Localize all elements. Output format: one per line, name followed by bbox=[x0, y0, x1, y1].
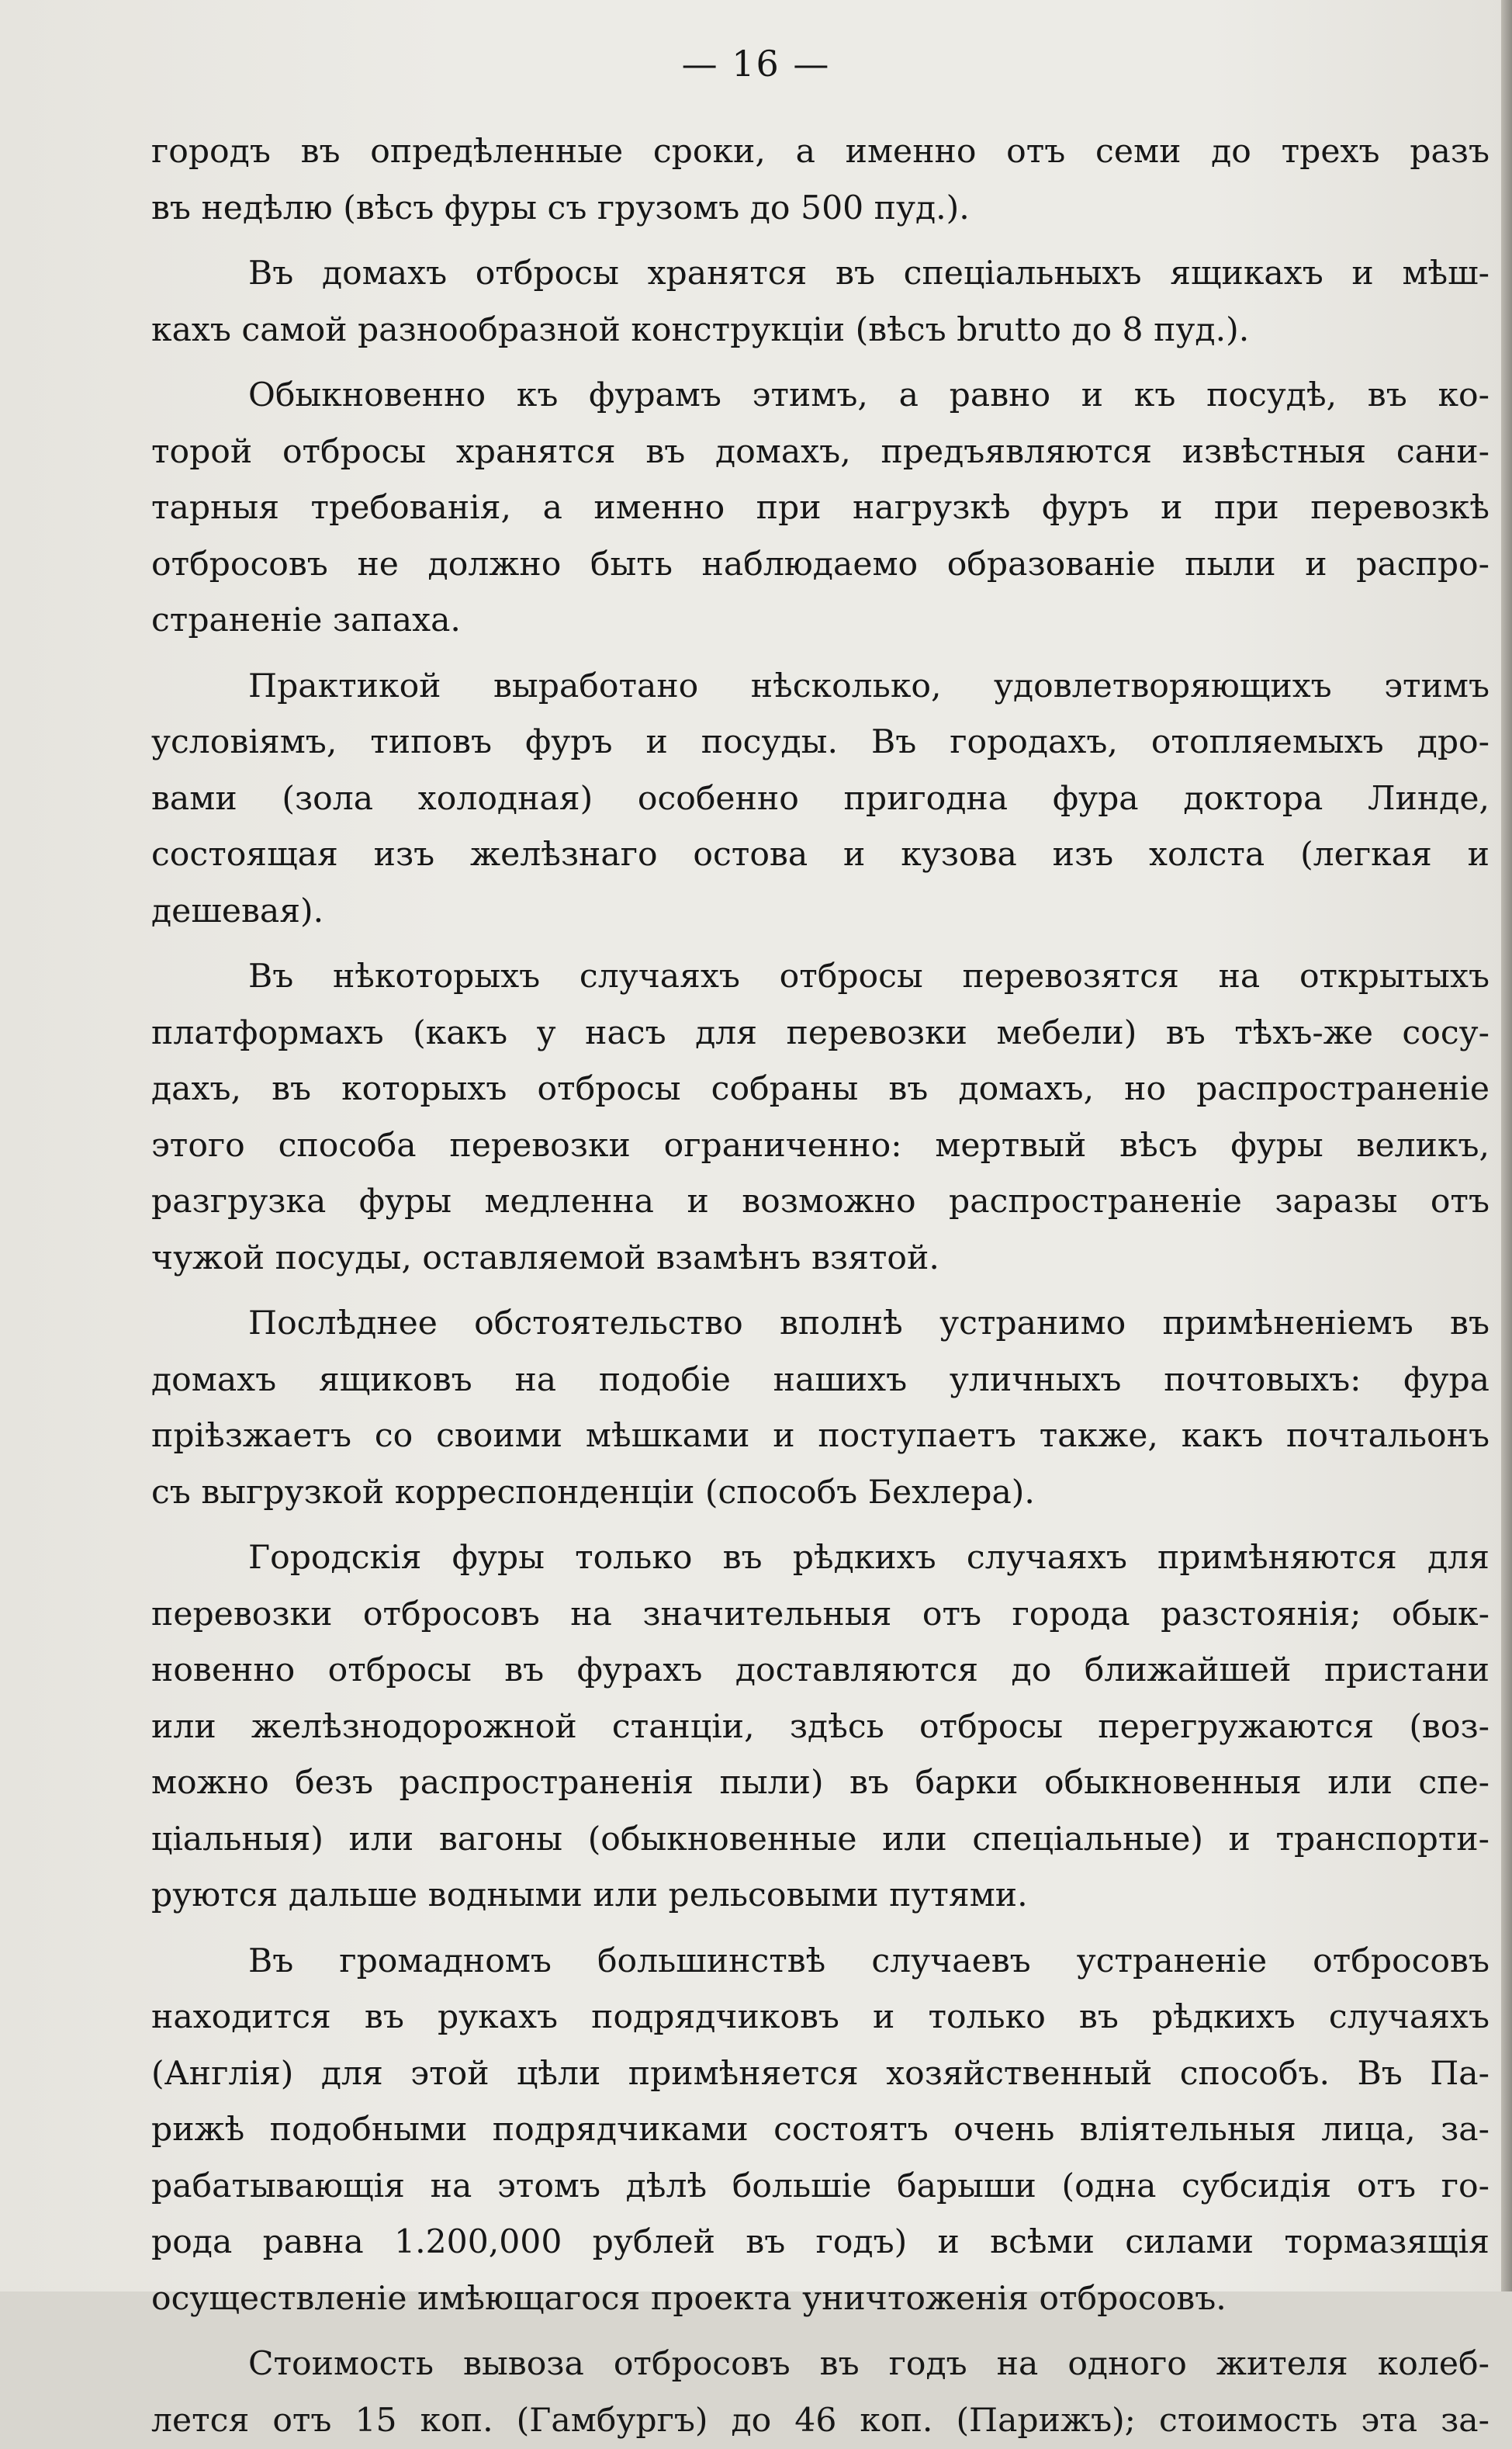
text-line: дешевая). bbox=[151, 884, 1490, 940]
paragraph-gap bbox=[151, 1521, 1490, 1530]
paragraph bbox=[151, 2336, 1490, 2449]
text-line: Обыкновенно къ фурамъ этимъ, а равно и къ посудѣ, въ ко- bbox=[151, 368, 1490, 424]
text-line: осуществленіе имѣющагося проекта уничтоженія отбросовъ. bbox=[151, 2271, 1490, 2328]
paragraph bbox=[151, 659, 1490, 940]
text-line: или желѣзнодорожной станціи, здѣсь отбросы перегружаются (воз- bbox=[151, 1699, 1490, 1756]
paragraph bbox=[151, 368, 1490, 649]
text-line: этого способа перевозки ограниченно: мертвый вѣсъ фуры великъ, bbox=[151, 1118, 1490, 1175]
text-line: лется отъ 15 коп. (Гамбургъ) до 46 коп. (Парижъ); стоимость эта за- bbox=[151, 2393, 1490, 2449]
body-text bbox=[151, 124, 1490, 2449]
page-edge-shadow bbox=[1501, 0, 1512, 2291]
paragraph bbox=[151, 1934, 1490, 2328]
text-line: пріѣзжаетъ со своими мѣшками и поступаетъ также, какъ почтальонъ bbox=[151, 1408, 1490, 1465]
text-line: Въ домахъ отбросы хранятся въ спеціальныхъ ящикахъ и мѣш- bbox=[151, 246, 1490, 303]
text-line: городъ въ опредѣленные сроки, а именно отъ семи до трехъ разъ bbox=[151, 124, 1490, 181]
paragraph bbox=[151, 246, 1490, 359]
page-number: — 16 — bbox=[0, 43, 1512, 85]
paragraph bbox=[151, 949, 1490, 1287]
paragraph-gap bbox=[151, 1924, 1490, 1934]
text-line: чужой посуды, оставляемой взамѣнъ взятой. bbox=[151, 1231, 1490, 1287]
text-line: состоящая изъ желѣзнаго остова и кузова изъ холста (легкая и bbox=[151, 827, 1490, 884]
text-line: кахъ самой разнообразной конструкціи (вѣсъ brutto до 8 пуд.). bbox=[151, 303, 1490, 359]
text-line: Въ нѣкоторыхъ случаяхъ отбросы перевозятся на открытыхъ bbox=[151, 949, 1490, 1006]
paragraph-gap bbox=[151, 1287, 1490, 1296]
text-line: Стоимость вывоза отбросовъ въ годъ на одного жителя колеб- bbox=[151, 2336, 1490, 2393]
text-line: рабатывающія на этомъ дѣлѣ большіе барыши (одна субсидія отъ го- bbox=[151, 2159, 1490, 2215]
text-line: рода равна 1.200,000 рублей въ годъ) и всѣми силами тормазящія bbox=[151, 2215, 1490, 2271]
text-line: Практикой выработано нѣсколько, удовлетворяющихъ этимъ bbox=[151, 659, 1490, 715]
text-line: отбросовъ не должно быть наблюдаемо образованіе пыли и распро- bbox=[151, 537, 1490, 594]
text-line: Въ громадномъ большинствѣ случаевъ устраненіе отбросовъ bbox=[151, 1934, 1490, 1990]
paragraph bbox=[151, 124, 1490, 237]
text-line: дахъ, въ которыхъ отбросы собраны въ домахъ, но распространеніе bbox=[151, 1062, 1490, 1118]
text-line: съ выгрузкой корреспонденціи (способъ Бехлера). bbox=[151, 1465, 1490, 1522]
paragraph bbox=[151, 1530, 1490, 1924]
paragraph-gap bbox=[151, 359, 1490, 368]
text-line: руются дальше водными или рельсовыми путями. bbox=[151, 1868, 1490, 1924]
text-line: ціальныя) или вагоны (обыкновенные или спеціальные) и транспорти- bbox=[151, 1812, 1490, 1869]
paragraph-gap bbox=[151, 940, 1490, 949]
text-line: тарныя требованія, а именно при нагрузкѣ фуръ и при перевозкѣ bbox=[151, 480, 1490, 537]
text-line: вами (зола холодная) особенно пригодна фура доктора Линде, bbox=[151, 771, 1490, 828]
text-line: новенно отбросы въ фурахъ доставляются до ближайшей пристани bbox=[151, 1643, 1490, 1699]
text-line: разгрузка фуры медленна и возможно распространеніе заразы отъ bbox=[151, 1174, 1490, 1231]
text-line: находится въ рукахъ подрядчиковъ и только въ рѣдкихъ случаяхъ bbox=[151, 1990, 1490, 2046]
text-line: можно безъ распространенія пыли) въ барки обыкновенныя или спе- bbox=[151, 1755, 1490, 1812]
text-line: перевозки отбросовъ на значительныя отъ города разстоянія; обык- bbox=[151, 1587, 1490, 1644]
paragraph-gap bbox=[151, 237, 1490, 246]
text-line: условіямъ, типовъ фуръ и посуды. Въ городахъ, отопляемыхъ дро- bbox=[151, 715, 1490, 771]
text-line: страненіе запаха. bbox=[151, 593, 1490, 649]
text-line: торой отбросы хранятся въ домахъ, предъявляются извѣстныя сани- bbox=[151, 424, 1490, 481]
paragraph-gap bbox=[151, 2327, 1490, 2336]
paragraph bbox=[151, 1296, 1490, 1521]
text-line: (Англія) для этой цѣли примѣняется хозяйственный способъ. Въ Па- bbox=[151, 2046, 1490, 2103]
text-line: Послѣднее обстоятельство вполнѣ устранимо примѣненіемъ въ bbox=[151, 1296, 1490, 1353]
text-line: Городскія фуры только въ рѣдкихъ случаяхъ примѣняются для bbox=[151, 1530, 1490, 1587]
paragraph-gap bbox=[151, 649, 1490, 659]
text-line: рижѣ подобными подрядчиками состоятъ очень вліятельныя лица, за- bbox=[151, 2102, 1490, 2159]
text-line: въ недѣлю (вѣсъ фуры съ грузомъ до 500 пуд.). bbox=[151, 181, 1490, 237]
text-line: домахъ ящиковъ на подобіе нашихъ уличныхъ почтовыхъ: фура bbox=[151, 1353, 1490, 1409]
text-line: платформахъ (какъ у насъ для перевозки мебели) въ тѣхъ-же сосу- bbox=[151, 1006, 1490, 1062]
